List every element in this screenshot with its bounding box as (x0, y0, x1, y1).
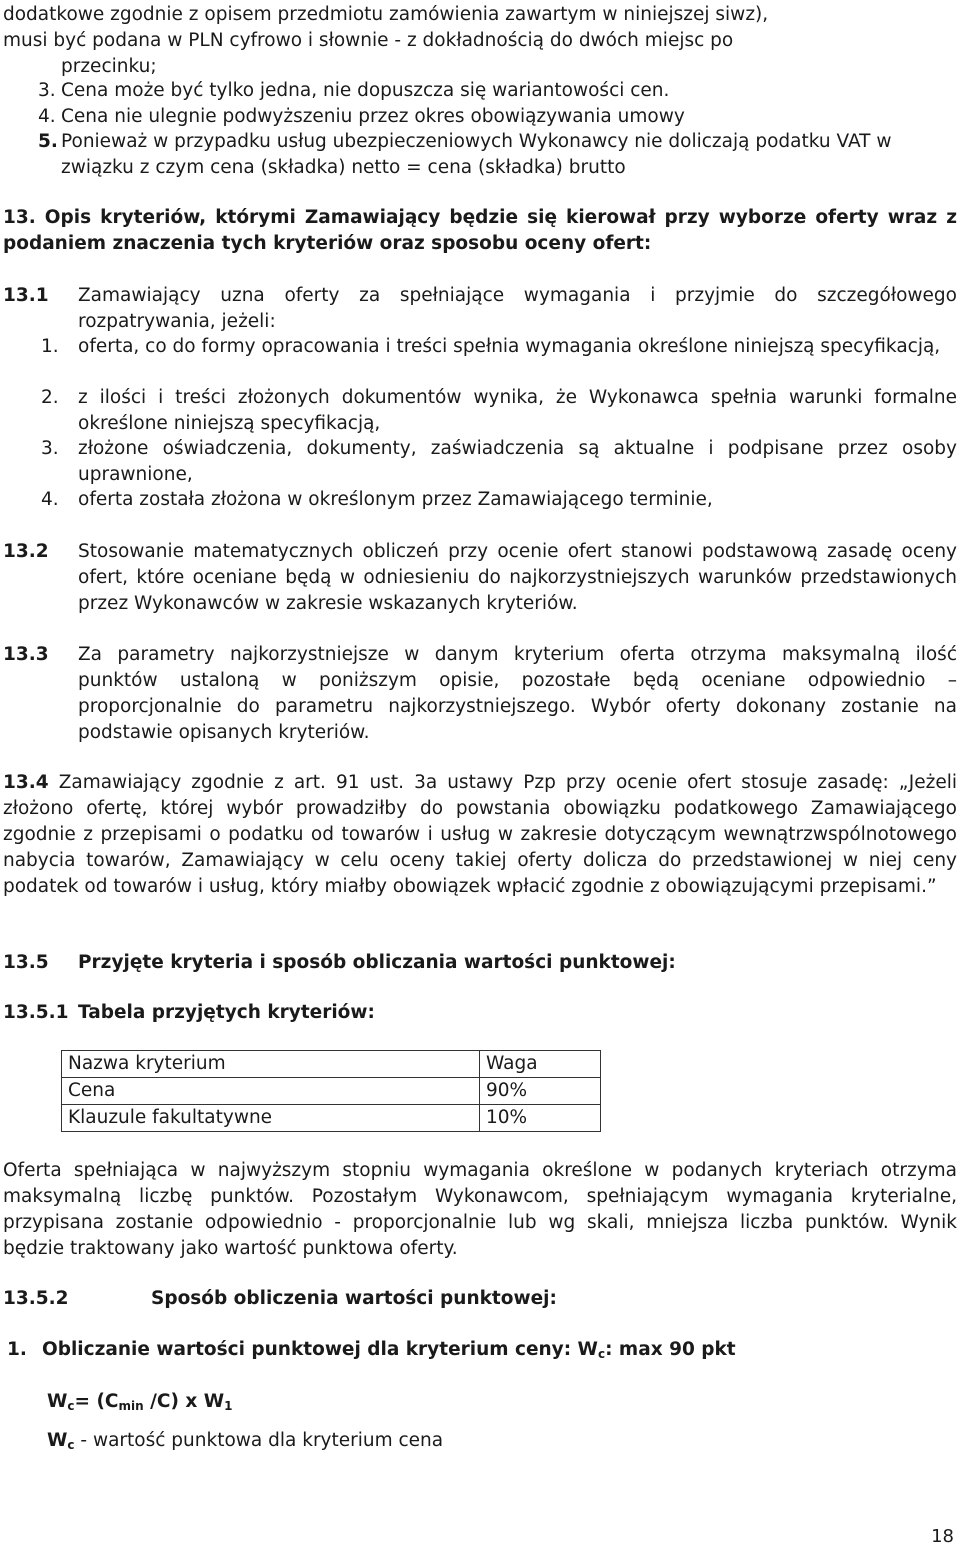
list-item-text: z ilości i treści złożonych dokumentów wynika, że Wykonawca spełnia warunki formalne określone niniejszą specyfikacją, (78, 387, 957, 434)
section-text: Zamawiający zgodnie z art. 91 ust. 3a ustawy Pzp przy ocenie ofert stosuje zasadę: „Jeżeli złożono ofertę, której wybór prowadziłby do powstania obowiązku podatkowego Zamawiającego zgodnie z przepisami o podatku od towarów i usług w zakresie dotyczącym wewnątrzwspólnotowego nabycia towarów, Zamawiający w celu oceny takiej oferty dolicza do przedstawionej w niej ceny podatek od towarów i usług, który miałby obowiązek wpłacić zgodnie z obowiązującymi przepisami.” (3, 772, 957, 897)
section-13-2 (3, 539, 957, 617)
price-formula (47, 1389, 927, 1415)
legend-w: W (47, 1430, 68, 1451)
list-item (38, 78, 957, 104)
table-row (62, 1105, 601, 1132)
list-item-number: 5. (38, 131, 58, 152)
after-table-paragraph: Oferta spełniająca w najwyższym stopniu wymagania określone w podanych kryteriach otrzyma maksymalną liczbę punktów. Pozostałym Wykonawcom, spełniającym wymagania kryterialne, przypisana zostanie odpowiednio - proporcjonalnie lub wg skali, mniejsza liczba punktów. Wynik będzie traktowany jako wartość punktowa oferty. (3, 1160, 957, 1259)
formula-c-sub: min (118, 1399, 144, 1413)
list-item (3, 334, 957, 360)
list-item-number: 1. (7, 1339, 27, 1360)
formula-legend (47, 1428, 927, 1454)
list-item-number: 3. (38, 80, 56, 101)
criteria-table (61, 1050, 601, 1132)
criterion-max: : max 90 pkt (605, 1339, 736, 1360)
section-title: Sposób obliczenia wartości punktowej: (151, 1288, 557, 1309)
section-number: 13.1 (3, 285, 49, 306)
formula-mid: = (C (74, 1391, 119, 1412)
list-item-number: 4. (41, 489, 59, 510)
section-text: Zamawiający uzna oferty za spełniające wymagania i przyjmie do szczegółowego rozpatrywania, jeżeli: (78, 285, 957, 332)
section-13-3 (3, 642, 957, 746)
table-cell: 90% (480, 1078, 601, 1105)
table-cell: 10% (480, 1105, 601, 1132)
table-header-row (62, 1051, 601, 1078)
section-13-heading: 13. Opis kryteriów, którymi Zamawiający będzie się kierował przy wyborze oferty wraz z podaniem znaczenia tych kryteriów oraz sposobu oceny ofert: (3, 207, 957, 254)
section-13-5-1 (3, 1000, 957, 1026)
formula-rest: /C) x W (143, 1391, 225, 1412)
price-criterion-heading (7, 1337, 960, 1363)
section-number: 13.3 (3, 644, 49, 665)
section-number: 13.4 (3, 772, 49, 793)
list-item-text: Cena może być tylko jedna, nie dopuszcza się wariantowości cen. (61, 80, 670, 101)
formula-w: W (47, 1391, 68, 1412)
section-13-5 (3, 950, 957, 976)
section-text: Za parametry najkorzystniejsze w danym kryterium oferta otrzyma maksymalną ilość punktów ustaloną w poniższym opisie, pozostałe będą oceniane odpowiednio – proporcjonalnie do parametru najkorzystniejszego. Wybór oferty dokonany zostanie na podstawie opisanych kryteriów. (78, 644, 957, 743)
formula-w-sub: c (67, 1399, 75, 1413)
list-item (3, 436, 957, 488)
list-item-text: oferta została złożona w określonym przez Zamawiającego terminie, (78, 489, 713, 510)
table-cell: Cena (62, 1078, 480, 1105)
formula-w1-sub: 1 (224, 1399, 233, 1413)
table-row (62, 1078, 601, 1105)
section-number: 13.2 (3, 541, 49, 562)
list-item-text: Cena nie ulegnie podwyższeniu przez okres obowiązywania umowy (61, 106, 685, 127)
list-item-number: 1. (41, 336, 59, 357)
section-number: 13.5.1 (3, 1002, 69, 1023)
continuation-line-1: dodatkowe zgodnie z opisem przedmiotu zamówienia zawartym w niniejszej siwz), (3, 4, 769, 25)
legend-w-sub: c (67, 1438, 75, 1452)
list-item (3, 385, 957, 437)
section-13-4 (3, 770, 957, 900)
section-title: Tabela przyjętych kryteriów: (78, 1002, 375, 1023)
list-item-number: 3. (41, 438, 59, 459)
list-item-text: złożone oświadczenia, dokumenty, zaświadczenia są aktualne i podpisane przez osoby uprawnione, (78, 438, 957, 485)
legend-text: - wartość punktowa dla kryterium cena (74, 1430, 444, 1451)
list-item (3, 487, 957, 513)
list-item-text: oferta, co do formy opracowania i treści spełnia wymagania określone niniejszą specyfikacją, (78, 336, 941, 357)
list-item-number: 4. (38, 106, 56, 127)
section-13-5-2 (3, 1286, 957, 1312)
section-number: 13.5 (3, 952, 49, 973)
page-number: 18 (931, 1526, 954, 1547)
criterion-title: Obliczanie wartości punktowej dla kryterium ceny: W (42, 1339, 598, 1360)
list-item-number: 2. (41, 387, 59, 408)
table-header-cell: Waga (480, 1051, 601, 1078)
list-item-text: Ponieważ w przypadku usług ubezpieczeniowych Wykonawcy nie doliczają podatku VAT w związku z czym cena (składka) netto = cena (składka) brutto (61, 131, 892, 178)
section-title: Przyjęte kryteria i sposób obliczania wartości punktowej: (78, 952, 676, 973)
table-cell: Klauzule fakultatywne (62, 1105, 480, 1132)
continuation-line-3: przecinku; (61, 56, 157, 77)
criterion-subscript: c (597, 1347, 606, 1361)
list-item (38, 104, 957, 130)
section-13-1 (3, 283, 957, 335)
list-item (38, 129, 957, 181)
continuation-line-2: musi być podana w PLN cyfrowo i słownie - z dokładnością do dwóch miejsc po (3, 30, 734, 51)
section-text: Stosowanie matematycznych obliczeń przy ocenie ofert stanowi podstawową zasadę oceny ofert, które oceniane będą w odniesieniu do najkorzystniejszych warunków przedstawionych przez Wykonawców w zakresie wskazanych kryteriów. (78, 541, 957, 614)
section-number: 13.5.2 (3, 1288, 69, 1309)
table-header-cell: Nazwa kryterium (62, 1051, 480, 1078)
